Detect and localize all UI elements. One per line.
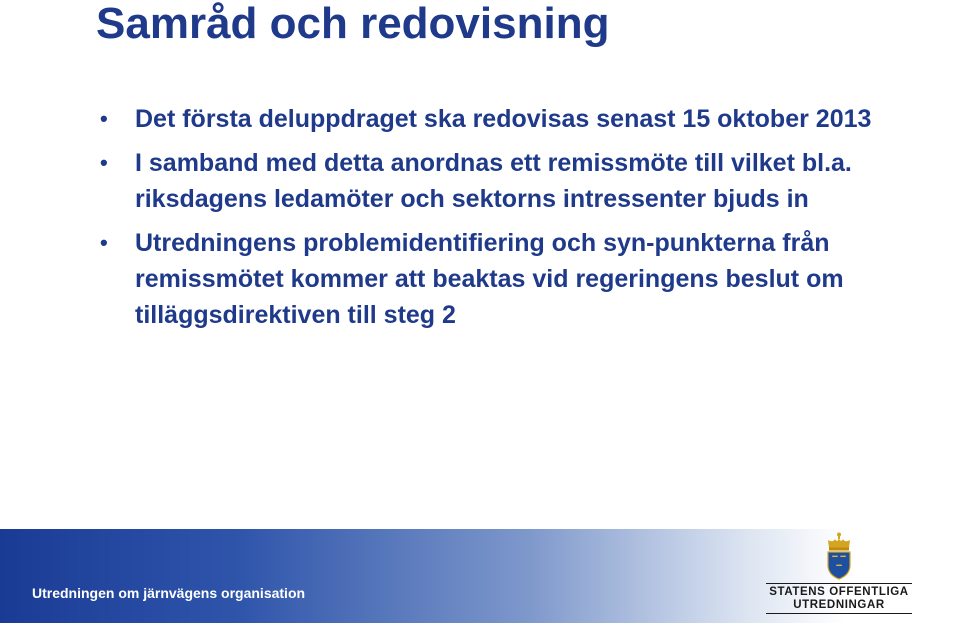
bullet-icon: • — [100, 106, 108, 131]
logo-text-line2: UTREDNINGAR — [793, 599, 885, 611]
bullet-item — [0, 145, 895, 217]
bullet-icon: • — [100, 230, 108, 255]
bullet-text: Det första deluppdraget ska redovisas senast 15 oktober 2013 — [135, 105, 872, 133]
sou-logo — [764, 532, 914, 618]
logo-text-line1: STATENS OFFENTLIGA — [769, 586, 909, 598]
logo-divider — [766, 583, 912, 584]
bullet-list — [0, 101, 960, 341]
logo-divider — [766, 613, 912, 614]
bullet-item — [0, 101, 895, 137]
bullet-item — [0, 225, 895, 333]
slide-title: Samråd och redovisning — [96, 0, 610, 48]
footer-text: Utredningen om järnvägens organisation — [32, 585, 306, 601]
bullet-text: I samband med detta anordnas ett remissmöte till vilket bl.a. riksdagens ledamöter och sektorns intressenter bjuds in — [135, 149, 852, 213]
crown-shield-icon — [824, 532, 854, 580]
bullet-text: Utredningens problemidentifiering och syn-punkterna från remissmötet kommer att beaktas vid regeringens beslut om tilläggsdirektiven till steg 2 — [135, 229, 844, 329]
bullet-icon: • — [100, 150, 108, 175]
